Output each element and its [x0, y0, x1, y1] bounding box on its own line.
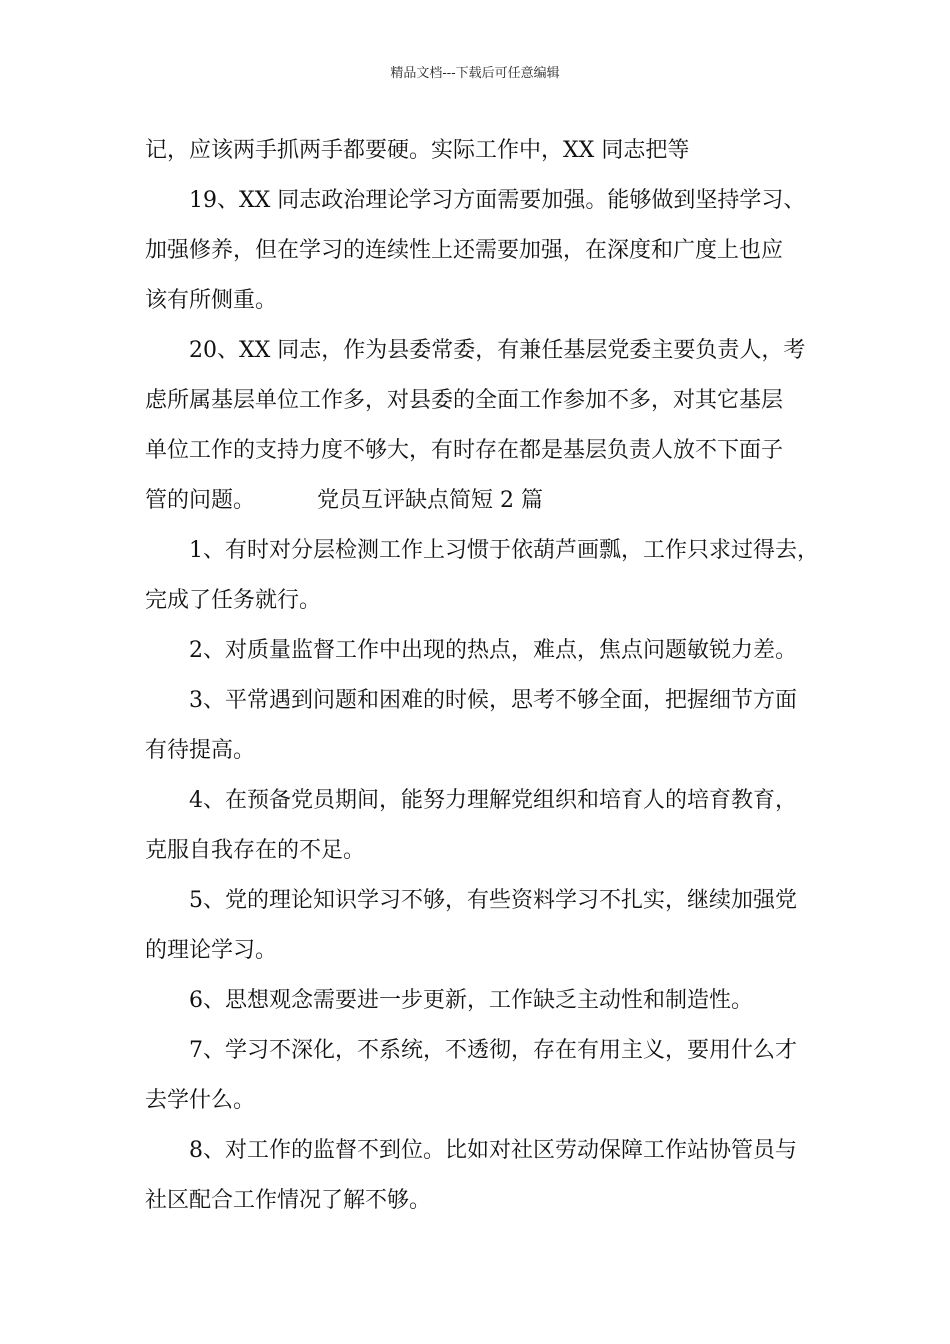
text-line: 克服自我存在的不足。: [145, 838, 366, 863]
text-line: 单位工作的支持力度不够大，有时存在都是基层负责人放不下面子: [145, 438, 784, 463]
text-line: 的理论学习。: [145, 938, 278, 963]
paragraph-line: 5、党的理论知识学习不够，有些资料学习不扎实，继续加强党: [189, 888, 797, 913]
text-line: 完成了任务就行。: [145, 588, 322, 613]
paragraph-line: 7、学习不深化，不系统，不透彻，存在有用主义，要用什么才: [189, 1038, 797, 1063]
text-line: 该有所侧重。: [145, 288, 278, 313]
text-line: 去学什么。: [145, 1088, 256, 1113]
text-line-with-heading: [145, 476, 815, 526]
text-line: 记，应该两手抓两手都要硬。实际工作中，XX 同志把等: [145, 138, 690, 163]
paragraph-line: 1、有时对分层检测工作上习惯于依葫芦画瓢，工作只求过得去，: [189, 538, 819, 563]
paragraph-line: 6、思想观念需要进一步更新，工作缺乏主动性和制造性。: [189, 988, 753, 1013]
paragraph-line: 4、在预备党员期间，能努力理解党组织和培育人的培育教育，: [189, 788, 797, 813]
text-line: 加强修养，但在学习的连续性上还需要加强，在深度和广度上也应: [145, 238, 784, 263]
paragraph-line: 3、平常遇到问题和困难的时候，思考不够全面，把握细节方面: [189, 688, 797, 713]
document-body: [145, 126, 819, 1226]
paragraph-line: 2、对质量监督工作中出现的热点，难点，焦点问题敏锐力差。: [189, 638, 797, 663]
section-heading: 党员互评缺点简短 2 篇: [317, 488, 543, 513]
text-line: 社区配合工作情况了解不够。: [145, 1188, 432, 1213]
text-fragment: 管的问题。: [145, 488, 256, 513]
paragraph-line: 8、对工作的监督不到位。比如对社区劳动保障工作站协管员与: [189, 1138, 797, 1163]
text-line: 虑所属基层单位工作多，对县委的全面工作参加不多，对其它基层: [145, 388, 784, 413]
page-header: 精品文档---下载后可任意编辑: [390, 66, 560, 81]
text-line: 有待提高。: [145, 738, 256, 763]
paragraph-line: 19、XX 同志政治理论学习方面需要加强。能够做到坚持学习、: [189, 188, 806, 213]
paragraph-line: 20、XX 同志，作为县委常委，有兼任基层党委主要负责人，考: [189, 338, 806, 363]
